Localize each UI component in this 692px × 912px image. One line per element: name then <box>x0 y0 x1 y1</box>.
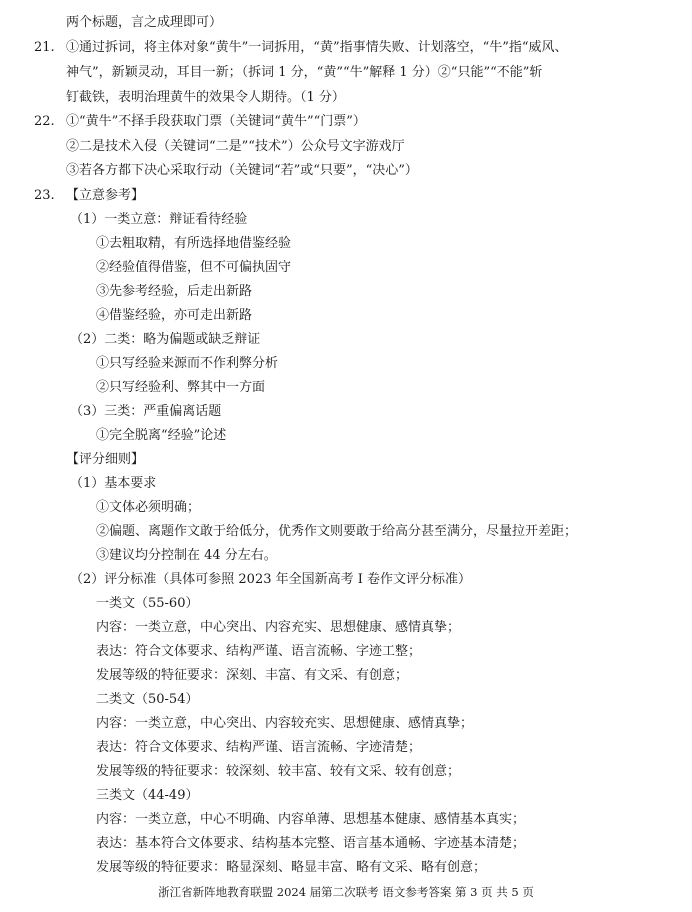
question-number: 21. <box>34 40 55 55</box>
text-line: （2）二类：略为偏题或缺乏辩证 <box>70 332 261 347</box>
text-line: ③若各方都下决心采取行动（关键词“若”或“只要”，“决心”） <box>66 163 418 178</box>
text-line: ①去粗取精，有所选择地借鉴经验 <box>96 236 292 251</box>
text-line: 发展等级的特征要求：较深刻、较丰富、较有文采、较有创意； <box>96 764 461 779</box>
text-line: 两个标题，言之成理即可） <box>66 15 223 30</box>
grade-heading: 二类文（50-54） <box>96 692 199 707</box>
section-heading: 【评分细则】 <box>66 452 145 467</box>
section-heading: 【立意参考】 <box>66 188 145 203</box>
text-line: （1）一类立意：辩证看待经验 <box>70 212 248 227</box>
text-line: 内容：一类立意，中心突出、内容较充实、思想健康、感情真挚； <box>96 716 474 731</box>
text-line: （3）三类：严重偏离话题 <box>70 404 222 419</box>
text-line: 表达：符合文体要求、结构严谨、语言流畅、字迹工整； <box>96 644 422 659</box>
text-line: ③先参考经验，后走出新路 <box>96 284 253 299</box>
text-line: ②二是技术入侵（关键词“二是”“技术”）公众号文字游戏厅 <box>66 139 405 154</box>
question-number: 23. <box>34 188 55 203</box>
text-line: ①文体必须明确； <box>96 500 201 515</box>
text-line: ①“黄牛”不择手段获取门票（关键词“黄牛”“门票”） <box>66 114 366 129</box>
text-line: ②偏题、离题作文敢于给低分，优秀作文则要敢于给高分甚至满分，尽量拉开差距； <box>96 524 578 539</box>
text-line: ③建议均分控制在 44 分左右。 <box>96 548 277 563</box>
text-line: （2）评分标准（具体可参照 2023 年全国新高考 I 卷作文评分标准） <box>70 572 472 587</box>
text-line: ①只写经验来源而不作利弊分析 <box>96 356 279 371</box>
text-line: ②只写经验利、弊其中一方面 <box>96 380 266 395</box>
text-line: 内容：一类立意，中心突出、内容充实、思想健康、感情真挚； <box>96 620 461 635</box>
text-line: 发展等级的特征要求：略显深刻、略显丰富、略有文采、略有创意； <box>96 860 487 875</box>
text-line: 钉截铁，表明治理黄牛的效果令人期待。（1 分） <box>66 90 345 105</box>
text-line: 内容：一类立意，中心不明确、内容单薄、思想基本健康、感情基本真实； <box>96 812 526 827</box>
text-line: 表达：符合文体要求、结构严谨、语言流畅、字迹清楚； <box>96 740 422 755</box>
grade-heading: 三类文（44-49） <box>96 788 199 803</box>
text-line: 神气”，新颖灵动，耳目一新；（拆词 1 分，“黄”“牛”解释 1 分）②“只能”“不能”斩 <box>66 65 543 80</box>
text-line: ④借鉴经验，亦可走出新路 <box>96 308 253 323</box>
question-number: 22. <box>34 114 55 129</box>
text-line: ①完全脱离“经验”论述 <box>96 428 227 443</box>
text-line: ②经验值得借鉴，但不可偏执固守 <box>96 260 292 275</box>
text-line: ①通过拆词，将主体对象“黄牛”一词拆用，“黄”指事情失败、计划落空，“牛”指“威风、 <box>66 40 568 55</box>
text-line: 表达：基本符合文体要求、结构基本完整、语言基本通畅、字迹基本清楚； <box>96 836 526 851</box>
text-line: 发展等级的特征要求：深刻、丰富、有文采、有创意； <box>96 668 409 683</box>
page-footer: 浙江省新阵地教育联盟 2024 届第二次联考 语文参考答案 第 3 页 共 5 页 <box>158 885 534 899</box>
text-line: （1）基本要求 <box>70 476 157 491</box>
grade-heading: 一类文（55-60） <box>96 596 199 611</box>
